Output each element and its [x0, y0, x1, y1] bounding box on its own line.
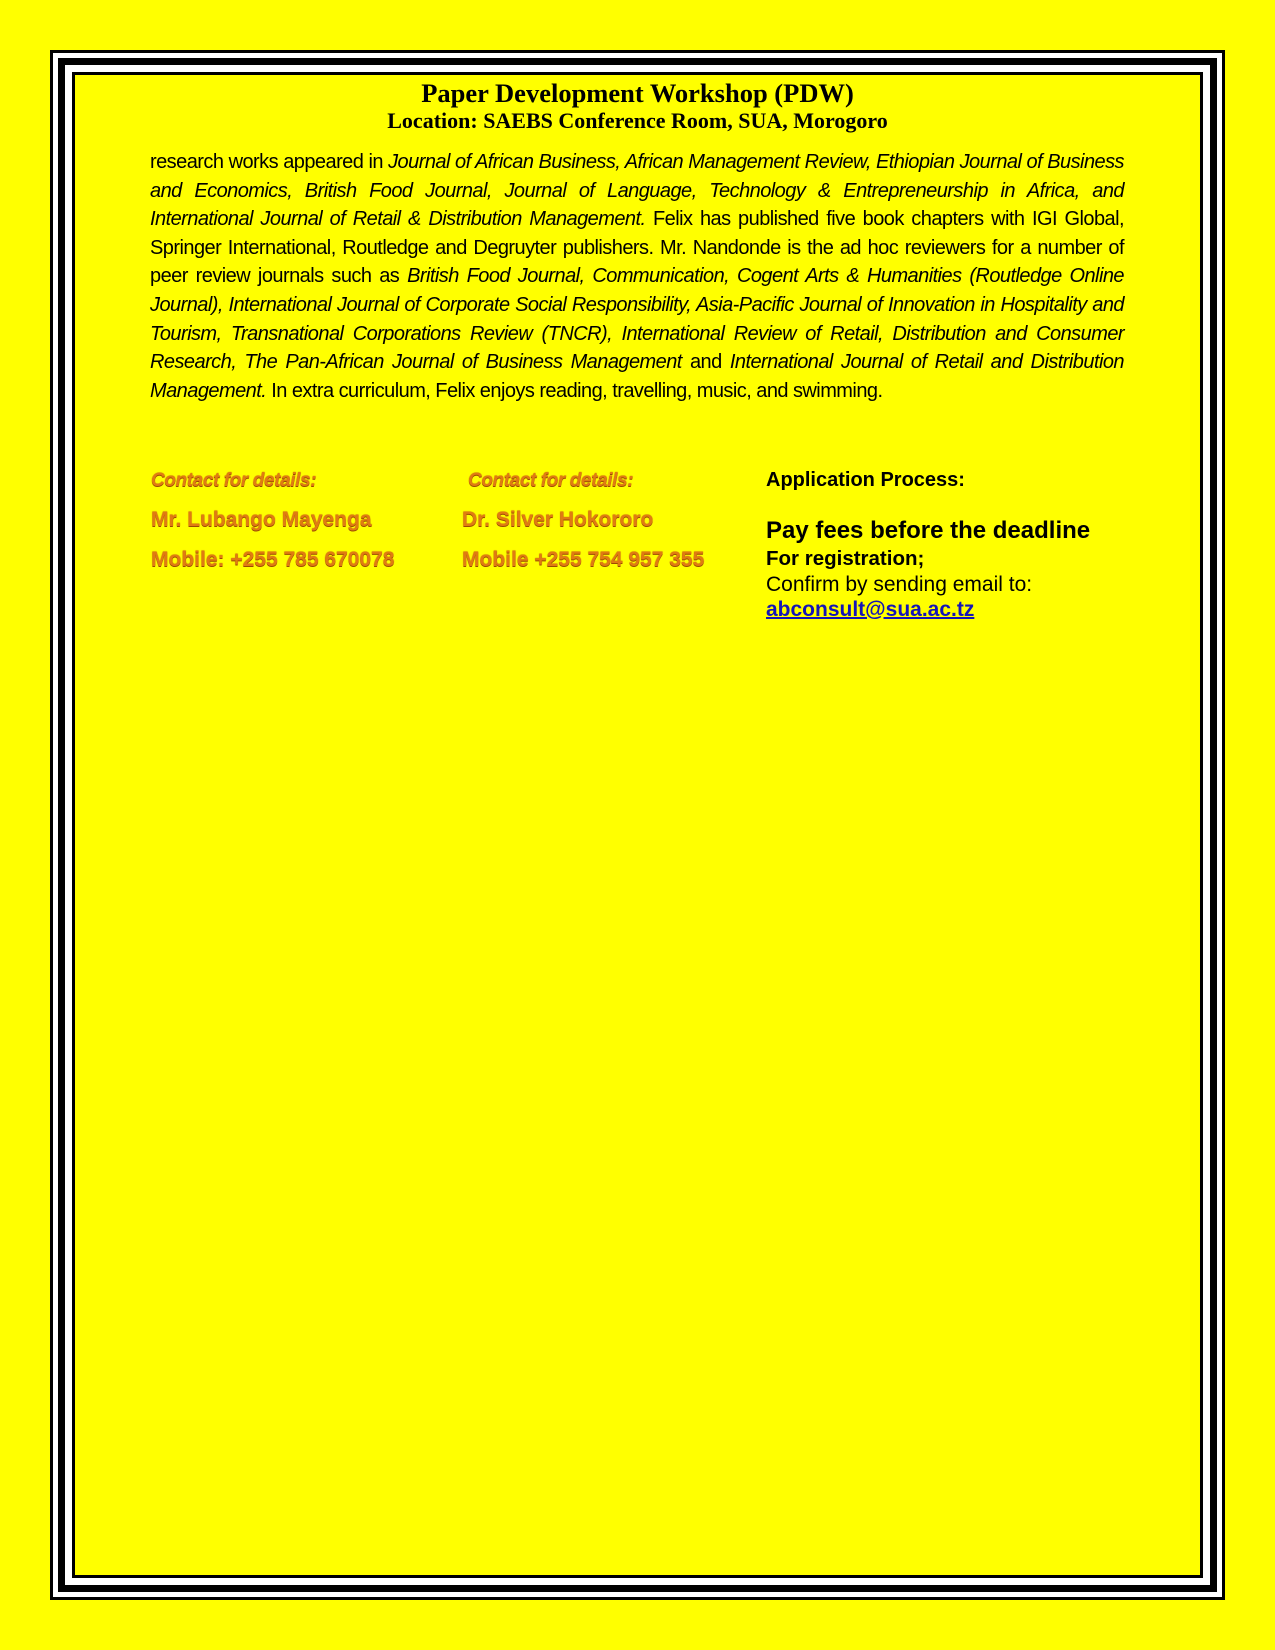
contact-mobile: Mobile +255 754 957 355: [462, 548, 705, 571]
location-subtitle: Location: SAEBS Conference Room, SUA, Morogoro: [387, 108, 888, 133]
contact-name: Mr. Lubango Mayenga: [151, 508, 372, 531]
contact-heading: Contact for details:: [468, 470, 634, 491]
registration-text: For registration;: [766, 547, 925, 570]
bio-journals-reviewed: British Food Journal, Communication, Cogent Arts & Humanities (Routledge Online Journal), International Journal of Corporate Social Responsibility, Asia-Pacific Journal of Innovation in Hospitality and Tourism, Transnational Corporations Review (TNCR), International Review of Retail, Distribution and Consumer Research, The Pan-African Journal of Business Management: [150, 265, 1124, 374]
bio-text: and: [681, 351, 730, 374]
bio-text: research works appeared in: [150, 151, 389, 173]
confirm-email-text: Confirm by sending email to:: [766, 573, 1033, 596]
pay-fees-text: Pay fees before the deadline: [766, 517, 1091, 544]
bio-text: In extra curriculum, Felix enjoys reading, travelling, music, and swimming.: [266, 379, 883, 402]
page-title: Paper Development Workshop (PDW): [421, 78, 854, 108]
bio-journals-published: Journal of African Business, African Management Review, Ethiopian Journal of Business and Economics, British Food Journal, Journal of Language, Technology & Entrepreneurship in Africa, and International Journal of Retail & Distribution Management.: [150, 151, 1124, 231]
contact-name: Dr. Silver Hokororo: [462, 508, 654, 531]
email-link[interactable]: abconsult@sua.ac.tz: [766, 598, 975, 621]
bio-paragraph: [150, 148, 1124, 405]
bio-text: Felix has published five book chapters with IGI Global, Springer International, Routledge and Degruyter publishers. Mr. Nandonde is the ad hoc reviewers for a number of peer review journals such as: [150, 208, 1124, 288]
application-heading: Application Process:: [766, 469, 965, 491]
bio-journal-retail: International Journal of Retail and Distribution Management.: [150, 351, 1124, 402]
contact-heading: Contact for details:: [151, 470, 317, 491]
contact-mobile: Mobile: +255 785 670078: [151, 548, 395, 571]
